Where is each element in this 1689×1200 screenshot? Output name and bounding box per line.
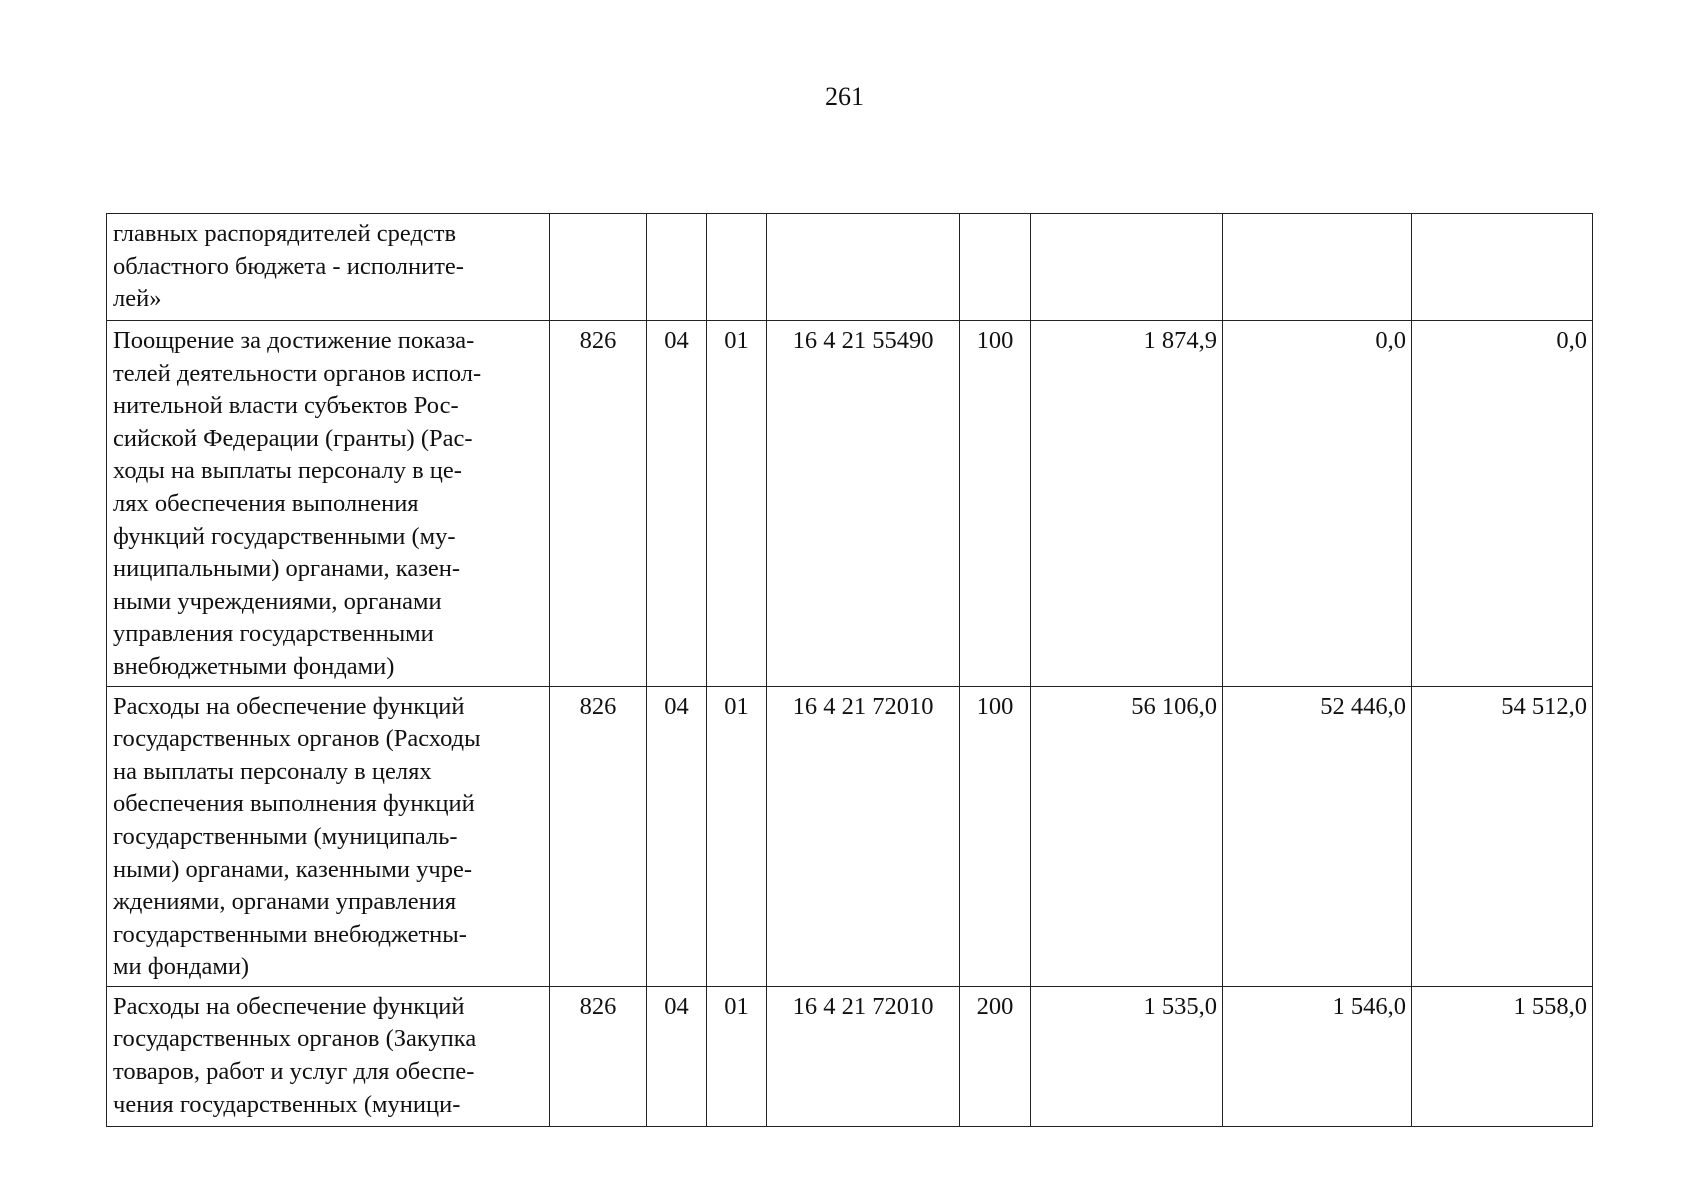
amount-year-2-cell: 1 546,0 xyxy=(1223,986,1412,1126)
description-line: государственных органов (Расходы xyxy=(113,725,481,753)
table-row xyxy=(107,321,1593,687)
table-row xyxy=(107,214,1593,321)
amount-year-3-cell xyxy=(1412,214,1593,321)
ministry-code-cell: 826 xyxy=(550,321,647,687)
description-line: управления государственными xyxy=(113,620,434,648)
description-cell xyxy=(107,686,550,986)
section-code-cell: 04 xyxy=(647,986,707,1126)
target-article-cell: 16 4 21 55490 xyxy=(767,321,960,687)
table-row xyxy=(107,986,1593,1126)
amount-year-1-cell: 1 535,0 xyxy=(1031,986,1223,1126)
section-code-cell: 04 xyxy=(647,321,707,687)
expense-type-cell: 100 xyxy=(960,321,1031,687)
table-row xyxy=(107,686,1593,986)
description-line: Поощрение за достижение показа- xyxy=(113,327,475,354)
subsection-code-cell: 01 xyxy=(707,321,767,687)
description-line: обеспечения выполнения функций xyxy=(113,790,475,818)
description-line: нительной власти субъектов Рос- xyxy=(113,392,459,420)
description-cell xyxy=(107,986,550,1126)
ministry-code-cell: 826 xyxy=(550,986,647,1126)
description-line: ными учреждениями, органами xyxy=(113,587,442,615)
amount-year-3-cell: 0,0 xyxy=(1412,321,1593,687)
description-line: ходы на выплаты персоналу в це- xyxy=(113,457,462,485)
amount-year-1-cell xyxy=(1031,214,1223,321)
target-article-cell xyxy=(767,214,960,321)
target-article-cell: 16 4 21 72010 xyxy=(767,986,960,1126)
amount-year-1-cell: 1 874,9 xyxy=(1031,321,1223,687)
amount-year-3-cell: 54 512,0 xyxy=(1412,686,1593,986)
description-line: государственных органов (Закупка xyxy=(113,1025,477,1053)
amount-year-2-cell: 52 446,0 xyxy=(1223,686,1412,986)
description-line: ждениями, органами управления xyxy=(113,888,457,916)
description-line: Расходы на обеспечение функций xyxy=(113,692,465,720)
table-body xyxy=(107,214,1593,1127)
description-line: сийской Федерации (гранты) (Рас- xyxy=(113,424,473,452)
amount-year-1-cell: 56 106,0 xyxy=(1031,686,1223,986)
description-line: государственными внебюджетны- xyxy=(113,920,467,948)
expense-type-cell xyxy=(960,214,1031,321)
expense-type-cell: 200 xyxy=(960,986,1031,1126)
description-line: функций государственными (му- xyxy=(113,522,456,550)
description-line: на выплаты персоналу в целях xyxy=(113,757,432,785)
subsection-code-cell: 01 xyxy=(707,986,767,1126)
description-line: областного бюджета - исполните- xyxy=(113,252,464,280)
section-code-cell: 04 xyxy=(647,686,707,986)
description-line: телей деятельности органов испол- xyxy=(113,359,482,387)
description-line: лях обеспечения выполнения xyxy=(113,489,419,517)
description-line: товаров, работ и услуг для обеспе- xyxy=(113,1058,475,1086)
page-number: 261 xyxy=(825,82,864,111)
ministry-code-cell: 826 xyxy=(550,686,647,986)
description-line: главных распорядителей средств xyxy=(113,220,457,247)
section-code-cell xyxy=(647,214,707,321)
description-line: Расходы на обеспечение функций xyxy=(113,992,465,1020)
description-cell xyxy=(107,214,550,321)
ministry-code-cell xyxy=(550,214,647,321)
subsection-code-cell xyxy=(707,214,767,321)
description-cell xyxy=(107,321,550,687)
amount-year-3-cell: 1 558,0 xyxy=(1412,986,1593,1126)
budget-table xyxy=(106,213,1593,1127)
description-line: ниципальными) органами, казен- xyxy=(113,555,461,583)
target-article-cell: 16 4 21 72010 xyxy=(767,686,960,986)
description-line: ными) органами, казенными учре- xyxy=(113,855,472,883)
description-line: чения государственных (муници- xyxy=(113,1090,461,1118)
subsection-code-cell: 01 xyxy=(707,686,767,986)
description-line: ми фондами) xyxy=(113,953,250,981)
description-line: лей» xyxy=(113,285,162,313)
expense-type-cell: 100 xyxy=(960,686,1031,986)
amount-year-2-cell xyxy=(1223,214,1412,321)
description-line: государственными (муниципаль- xyxy=(113,822,458,850)
amount-year-2-cell: 0,0 xyxy=(1223,321,1412,687)
description-line: внебюджетными фондами) xyxy=(113,652,395,680)
